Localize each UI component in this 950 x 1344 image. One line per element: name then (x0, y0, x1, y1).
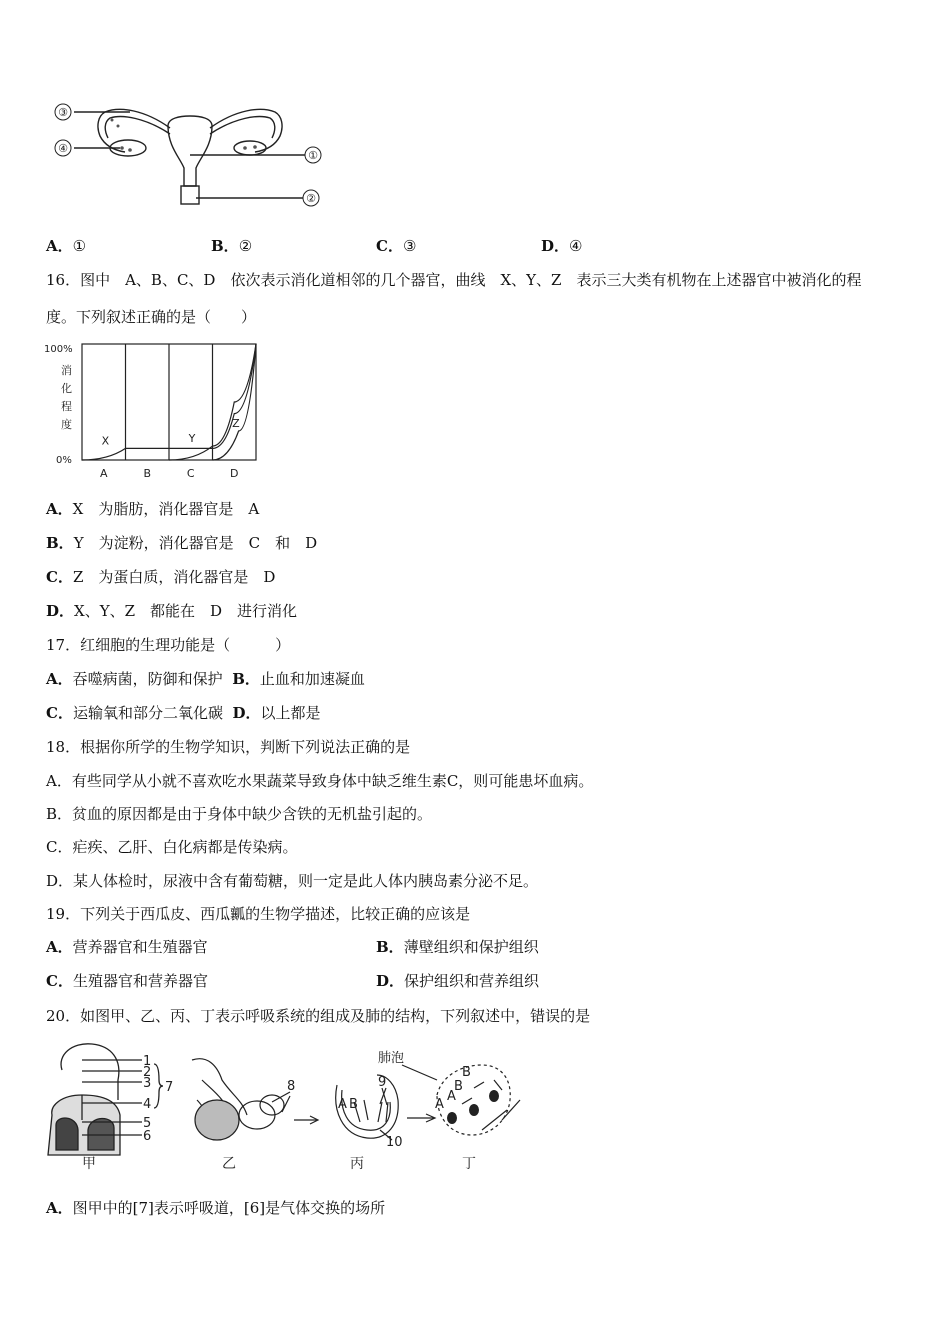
caption-bing: 丙 (350, 1156, 364, 1172)
fig-letter-b2: B (462, 1065, 471, 1080)
respiratory-figures (42, 1040, 532, 1175)
q16-stem-line2: 度。下列叙述正确的是（ ） (46, 308, 257, 326)
series-Z-label: Z (232, 417, 240, 430)
fig-num-1: 1 (143, 1054, 152, 1069)
q15-option-c: C．③ (376, 237, 417, 255)
uterus-diagram (50, 98, 330, 213)
figure-yi (192, 1059, 318, 1140)
label-2: ② (306, 192, 316, 205)
q19-option-b: B．薄壁组织和保护组织 (376, 938, 539, 956)
fig-letter-a2: A (435, 1097, 444, 1112)
x-tick-D: D (230, 467, 239, 480)
fig-num-7: 7 (165, 1080, 174, 1095)
uterus-body (168, 116, 212, 186)
y-label-4: 度 (61, 418, 72, 431)
q17-options-row2: C．运输氧和部分二氧化碳 D．以上都是 (46, 704, 321, 722)
q15-option-b: B．② (211, 237, 253, 255)
q15-option-d: D．④ (541, 237, 583, 255)
q17-options-row1: A．吞噬病菌，防御和保护 B．止血和加速凝血 (46, 670, 365, 688)
q16-option-c: C．Z 为蛋白质，消化器官是 D (46, 568, 276, 586)
y-tick-top: 100% (44, 344, 73, 355)
fig-num-9: 9 (378, 1075, 387, 1090)
fig-num-4: 4 (143, 1097, 152, 1112)
caption-ding: 丁 (462, 1156, 476, 1172)
caption-yi: 乙 (222, 1156, 236, 1172)
label-1: ① (308, 149, 318, 162)
fig-letter-a3: A (447, 1089, 456, 1104)
q18-option-a: A．有些同学从小就不喜欢吃水果蔬菜导致身体中缺乏维生素C，则可能患坏血病。 (46, 772, 594, 790)
digestion-chart (44, 338, 269, 488)
q16-option-d: D．X、Y、Z 都能在 D 进行消化 (46, 602, 298, 620)
fig-num-2: 2 (143, 1065, 152, 1080)
q15-option-a: A．① (46, 237, 87, 255)
q16-stem-line1: 16．图中 A、B、C、D 依次表示消化道相邻的几个器官，曲线 X、Y、Z 表示三大类有机物在上述器官中被消化的程 (46, 271, 862, 289)
vagina (181, 186, 199, 204)
q19-stem: 19．下列关于西瓜皮、西瓜瓤的生物学描述，比较正确的应该是 (46, 905, 471, 923)
label-4: ④ (58, 142, 68, 155)
q18-option-d: D．某人体检时，尿液中含有葡萄糖，则一定是此人体内胰岛素分泌不足。 (46, 872, 539, 890)
fig-num-3: 3 (143, 1076, 152, 1091)
fig-alveolus-label: 肺泡 (378, 1051, 405, 1066)
x-tick-B: B (143, 467, 152, 480)
fig-num-10: 10 (386, 1135, 403, 1150)
fig-num-8: 8 (287, 1079, 296, 1094)
q18-option-b: B．贫血的原因都是由于身体中缺少含铁的无机盐引起的。 (46, 805, 433, 823)
q18-option-c: C．疟疾、乙肝、白化病都是传染病。 (46, 838, 298, 856)
series-X-label: X (101, 434, 110, 448)
q20-option-a: A．图甲中的[7]表示呼吸道，[6]是气体交换的场所 (46, 1199, 386, 1217)
q20-stem: 20．如图甲、乙、丙、丁表示呼吸系统的组成及肺的结构，下列叙述中，错误的是 (46, 1007, 591, 1025)
fig-letter-b3: B (454, 1079, 463, 1094)
q16-option-b: B．Y 为淀粉，消化器官是 C 和 D (46, 534, 318, 552)
fig-num-6: 6 (143, 1129, 152, 1144)
y-tick-bottom: 0% (56, 455, 72, 466)
label-3: ③ (58, 106, 68, 119)
y-label-1: 消 (61, 364, 72, 377)
q16-option-a: A．X 为脂肪，消化器官是 A (46, 500, 260, 518)
red-blood-cell (447, 1112, 457, 1124)
caption-jia: 甲 (82, 1156, 96, 1172)
fig-letter-a1: A (338, 1097, 347, 1112)
q18-stem: 18．根据你所学的生物学知识，判断下列说法正确的是 (46, 738, 411, 756)
fig-num-5: 5 (143, 1116, 152, 1131)
q19-option-a: A．营养器官和生殖器官 (46, 938, 208, 956)
left-fallopian-tube (98, 109, 170, 152)
series-Y-label: Y (188, 432, 196, 446)
red-blood-cell (469, 1104, 479, 1116)
y-label-2: 化 (61, 382, 72, 395)
x-tick-C: C (186, 467, 195, 480)
q19-option-d: D．保护组织和营养组织 (376, 972, 540, 990)
right-ovary (234, 141, 266, 155)
q19-option-c: C．生殖器官和营养器官 (46, 972, 208, 990)
right-fallopian-tube (210, 109, 282, 152)
red-blood-cell (489, 1090, 499, 1102)
x-tick-A: A (99, 467, 108, 480)
figure-ding (402, 1065, 520, 1135)
q17-stem: 17．红细胞的生理功能是（ ） (46, 636, 291, 654)
y-label-3: 程 (61, 400, 72, 413)
fig-letter-b1: B (349, 1097, 358, 1112)
